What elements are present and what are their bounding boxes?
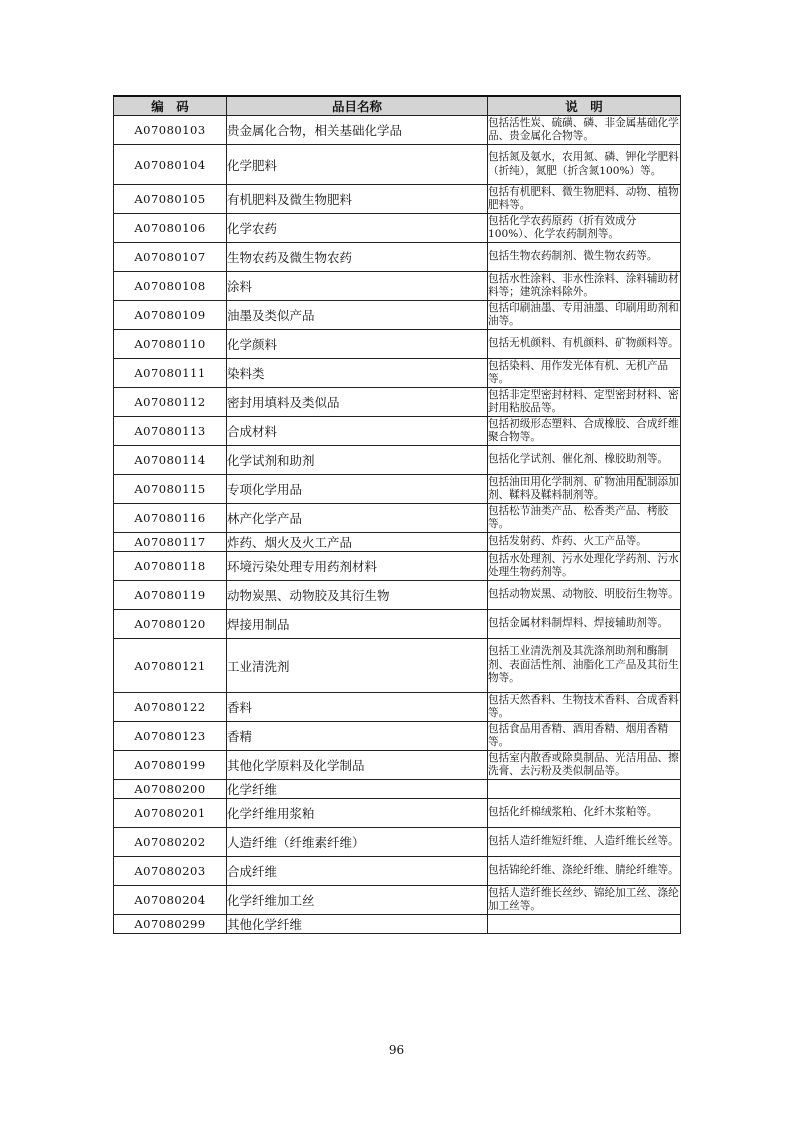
table-row — [114, 780, 681, 799]
row-item-name: 合成纤维 — [227, 857, 488, 886]
table-row — [114, 388, 681, 417]
table-row — [114, 828, 681, 857]
row-item-name: 涂料 — [227, 272, 488, 301]
row-code: A07080299 — [114, 915, 227, 934]
row-code: A07080105 — [114, 185, 227, 214]
table-body — [114, 116, 681, 934]
table-row — [114, 751, 681, 780]
row-description: 包括食品用香精、酒用香精、烟用香精等。 — [488, 722, 681, 751]
row-description: 包括无机颜料、有机颜料、矿物颜料等。 — [488, 330, 681, 359]
row-description: 包括生物农药制剂、微生物农药等。 — [488, 243, 681, 272]
row-item-name: 油墨及类似产品 — [227, 301, 488, 330]
table-row — [114, 446, 681, 475]
row-code: A07080109 — [114, 301, 227, 330]
row-code: A07080122 — [114, 693, 227, 722]
row-item-name: 化学农药 — [227, 214, 488, 243]
row-item-name: 合成材料 — [227, 417, 488, 446]
row-description: 包括人造纤维短纤维、人造纤维长丝等。 — [488, 828, 681, 857]
row-description: 包括化学农药原药（折有效成分100%）、化学农药制剂等。 — [488, 214, 681, 243]
header-item-name: 品目名称 — [227, 96, 488, 116]
row-description: 包括工业清洗剂及其洗涤剂助剂和酶制剂、表面活性剂、油脂化工产品及其衍生物等。 — [488, 639, 681, 693]
row-item-name: 化学纤维用浆粕 — [227, 799, 488, 828]
row-code: A07080103 — [114, 116, 227, 145]
row-description: 包括人造纤维长丝纱、锦纶加工丝、涤纶加工丝等。 — [488, 886, 681, 915]
row-item-name: 其他化学纤维 — [227, 915, 488, 934]
row-item-name: 化学试剂和助剂 — [227, 446, 488, 475]
row-description: 包括发射药、炸药、火工产品等。 — [488, 533, 681, 552]
table-row — [114, 722, 681, 751]
row-code: A07080116 — [114, 504, 227, 533]
row-item-name: 其他化学原料及化学制品 — [227, 751, 488, 780]
row-description: 包括活性炭、硫磺、磷、非金属基础化学品、贵金属化合物等。 — [488, 116, 681, 145]
row-code: A07080112 — [114, 388, 227, 417]
table-row — [114, 886, 681, 915]
table-row — [114, 552, 681, 581]
table-row — [114, 145, 681, 185]
row-code: A07080113 — [114, 417, 227, 446]
row-code: A07080114 — [114, 446, 227, 475]
row-code: A07080118 — [114, 552, 227, 581]
table-header-row — [114, 96, 681, 116]
row-description: 包括氮及氨水，农用氮、磷、钾化学肥料（折纯），氮肥（折含氮100%）等。 — [488, 145, 681, 185]
row-item-name: 香料 — [227, 693, 488, 722]
row-item-name: 林产化学产品 — [227, 504, 488, 533]
row-description — [488, 780, 681, 799]
table-row — [114, 857, 681, 886]
catalog-table — [113, 95, 681, 934]
table-row — [114, 301, 681, 330]
table-row — [114, 915, 681, 934]
row-item-name: 人造纤维（纤维素纤维） — [227, 828, 488, 857]
row-item-name: 炸药、烟火及火工产品 — [227, 533, 488, 552]
row-description: 包括初级形态塑料、合成橡胶、合成纤维聚合物等。 — [488, 417, 681, 446]
row-description: 包括动物炭黑、动物胶、明胶衍生物等。 — [488, 581, 681, 610]
row-item-name: 化学纤维 — [227, 780, 488, 799]
table-row — [114, 330, 681, 359]
row-item-name: 动物炭黑、动物胶及其衍生物 — [227, 581, 488, 610]
table-row — [114, 693, 681, 722]
table-row — [114, 504, 681, 533]
row-code: A07080107 — [114, 243, 227, 272]
table-row — [114, 417, 681, 446]
table-row — [114, 272, 681, 301]
row-code: A07080199 — [114, 751, 227, 780]
row-code: A07080106 — [114, 214, 227, 243]
header-description: 说 明 — [488, 96, 681, 116]
row-code: A07080202 — [114, 828, 227, 857]
table-row — [114, 185, 681, 214]
row-item-name: 密封用填料及类似品 — [227, 388, 488, 417]
row-description: 包括金属材料制焊料、焊接辅助剂等。 — [488, 610, 681, 639]
row-item-name: 化学纤维加工丝 — [227, 886, 488, 915]
row-code: A07080110 — [114, 330, 227, 359]
row-description: 包括天然香料、生物技术香料、合成香料等。 — [488, 693, 681, 722]
row-item-name: 化学肥料 — [227, 145, 488, 185]
row-description: 包括染料、用作发光体有机、无机产品等。 — [488, 359, 681, 388]
row-code: A07080108 — [114, 272, 227, 301]
row-description: 包括非定型密封材料、定型密封材料、密封用粘胶品等。 — [488, 388, 681, 417]
row-description: 包括水处理剂、污水处理化学药剂、污水处理生物药剂等。 — [488, 552, 681, 581]
row-description: 包括室内散香或除臭制品、光洁用品、擦洗膏、去污粉及类似制品等。 — [488, 751, 681, 780]
row-description — [488, 915, 681, 934]
row-item-name: 环境污染处理专用药剂材料 — [227, 552, 488, 581]
row-description: 包括水性涂料、非水性涂料、涂料辅助材料等；建筑涂料除外。 — [488, 272, 681, 301]
row-code: A07080104 — [114, 145, 227, 185]
row-item-name: 香精 — [227, 722, 488, 751]
row-code: A07080203 — [114, 857, 227, 886]
row-description: 包括化学试剂、催化剂、橡胶助剂等。 — [488, 446, 681, 475]
row-code: A07080121 — [114, 639, 227, 693]
row-code: A07080117 — [114, 533, 227, 552]
row-code: A07080119 — [114, 581, 227, 610]
row-item-name: 化学颜料 — [227, 330, 488, 359]
row-code: A07080111 — [114, 359, 227, 388]
row-item-name: 工业清洗剂 — [227, 639, 488, 693]
table-row — [114, 214, 681, 243]
table-row — [114, 799, 681, 828]
row-item-name: 贵金属化合物，相关基础化学品 — [227, 116, 488, 145]
table-row — [114, 581, 681, 610]
row-item-name: 染料类 — [227, 359, 488, 388]
row-code: A07080200 — [114, 780, 227, 799]
row-description: 包括有机肥料、微生物肥料、动物、植物肥料等。 — [488, 185, 681, 214]
row-description: 包括锦纶纤维、涤纶纤维、腈纶纤维等。 — [488, 857, 681, 886]
page-number: 96 — [388, 1043, 405, 1057]
row-code: A07080123 — [114, 722, 227, 751]
header-code: 编 码 — [114, 96, 227, 116]
row-description: 包括化纤棉绒浆粕、化纤木浆粕等。 — [488, 799, 681, 828]
row-description: 包括油田用化学制剂、矿物油用配制添加剂、鞣料及鞣料制剂等。 — [488, 475, 681, 504]
table-row — [114, 475, 681, 504]
row-code: A07080201 — [114, 799, 227, 828]
row-description: 包括松节油类产品、松香类产品、栲胶等。 — [488, 504, 681, 533]
table-row — [114, 639, 681, 693]
row-item-name: 有机肥料及微生物肥料 — [227, 185, 488, 214]
table-row — [114, 243, 681, 272]
table-row — [114, 359, 681, 388]
table-row — [114, 533, 681, 552]
row-description: 包括印刷油墨、专用油墨、印刷用助剂和油等。 — [488, 301, 681, 330]
row-item-name: 专项化学用品 — [227, 475, 488, 504]
row-code: A07080120 — [114, 610, 227, 639]
row-item-name: 焊接用制品 — [227, 610, 488, 639]
table-row — [114, 116, 681, 145]
row-code: A07080204 — [114, 886, 227, 915]
table-row — [114, 610, 681, 639]
row-item-name: 生物农药及微生物农药 — [227, 243, 488, 272]
row-code: A07080115 — [114, 475, 227, 504]
